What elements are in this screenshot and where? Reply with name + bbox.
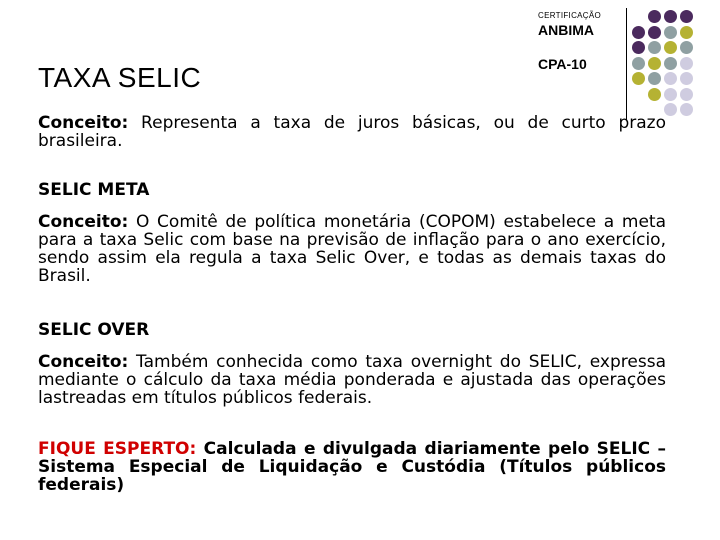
selic-over-label: Conceito: (38, 352, 129, 372)
decorative-dot (680, 88, 693, 101)
decorative-dot (680, 72, 693, 85)
decorative-dot (648, 72, 661, 85)
decorative-dot (632, 26, 645, 39)
intro-paragraph (38, 114, 666, 150)
decorative-dot (680, 10, 693, 23)
decorative-dot (648, 10, 661, 23)
header-divider (626, 8, 627, 120)
page-title: TAXA SELIC (38, 62, 202, 93)
decorative-dot (664, 10, 677, 23)
decorative-dot (632, 41, 645, 54)
selic-over-heading: SELIC OVER (38, 320, 150, 340)
certification-label: CERTIFICAÇÃO (538, 11, 602, 20)
decorative-dot (648, 26, 661, 39)
selic-meta-label: Conceito: (38, 212, 129, 232)
certification-code: CPA-10 (538, 56, 587, 72)
decorative-dot (664, 72, 677, 85)
intro-label: Conceito: (38, 113, 129, 133)
decorative-dot (664, 57, 677, 70)
tip-paragraph (38, 440, 666, 494)
selic-meta-heading: SELIC META (38, 180, 150, 200)
decorative-dot (680, 57, 693, 70)
tip-text: Calculada e divulgada diariamente pelo SELIC – Sistema Especial de Liquidação e Custódia (Títulos públicos federais) (38, 439, 666, 495)
decorative-dot (632, 57, 645, 70)
selic-meta-paragraph (38, 213, 666, 285)
decorative-dot (664, 26, 677, 39)
decorative-dot (648, 88, 661, 101)
tip-label: FIQUE ESPERTO: (38, 439, 197, 459)
decorative-dot (632, 72, 645, 85)
decorative-dot (680, 103, 693, 116)
decorative-dot (664, 88, 677, 101)
intro-text: Representa a taxa de juros básicas, ou de curto prazo brasileira. (38, 113, 666, 151)
selic-over-text: Também conhecida como taxa overnight do SELIC, expressa mediante o cálculo da taxa média ponderada e ajustada das operações lastreadas em títulos públicos federais. (38, 352, 666, 408)
decorative-dot (664, 41, 677, 54)
selic-meta-text: O Comitê de política monetária (COPOM) estabelece a meta para a taxa Selic com base na previsão de inflação para o ano exercício, sendo assim ela regula a taxa Selic Over, e todas as demais taxas do Brasil. (38, 212, 666, 286)
decorative-dot (648, 57, 661, 70)
certification-name: ANBIMA (538, 22, 594, 38)
decorative-dot (680, 26, 693, 39)
selic-over-paragraph (38, 353, 666, 407)
decorative-dot (680, 41, 693, 54)
decorative-dot (648, 41, 661, 54)
